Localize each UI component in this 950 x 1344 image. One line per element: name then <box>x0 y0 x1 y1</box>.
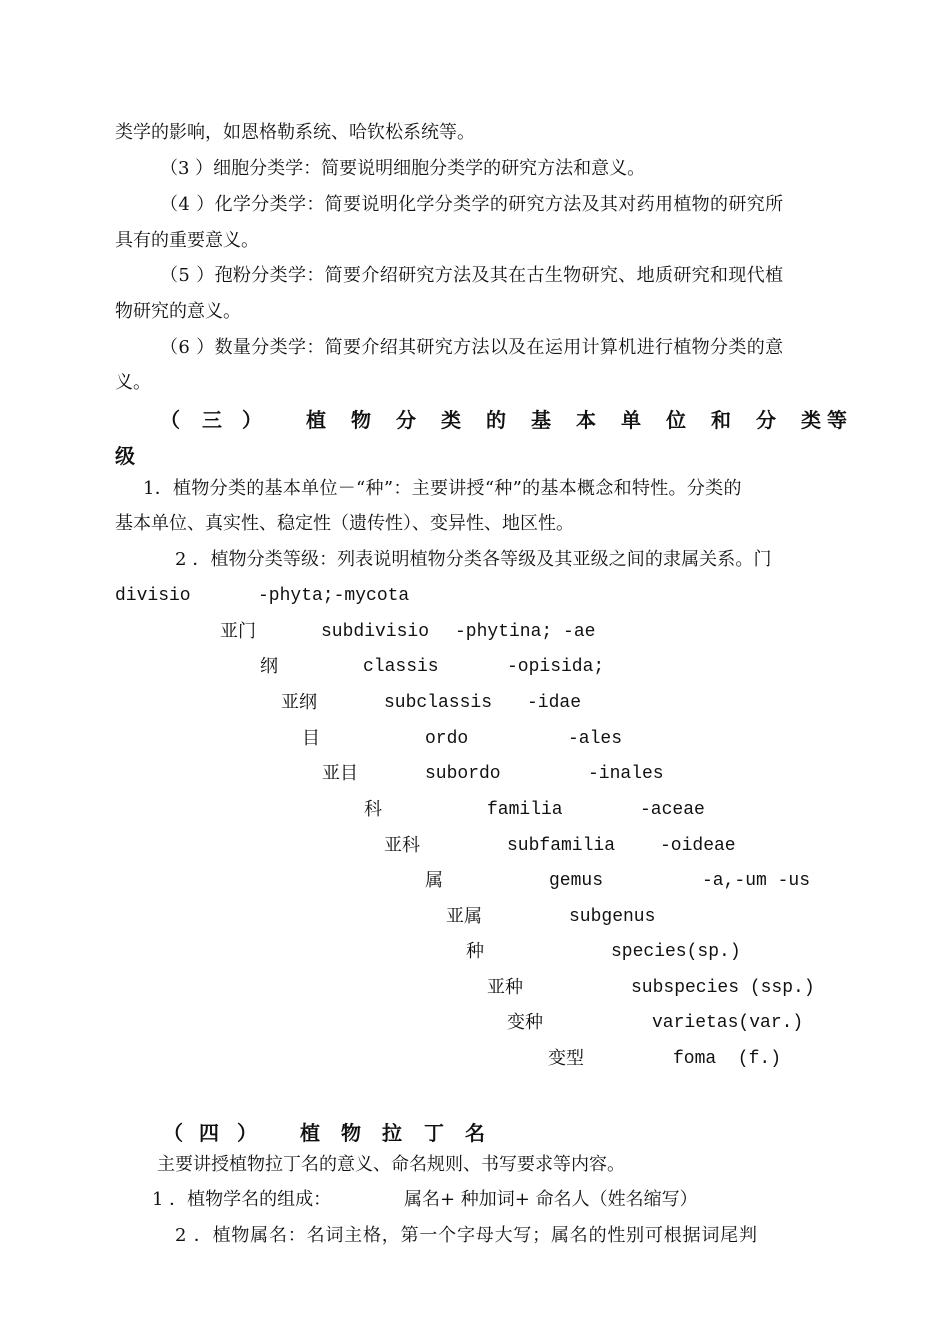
heading-char: （ <box>160 408 180 432</box>
rank-latin: varietas(var.) <box>652 1013 804 1033</box>
heading-char: 名 <box>465 1121 485 1145</box>
heading-char: 类 <box>801 408 821 432</box>
heading-char: 本 <box>576 408 596 432</box>
rank-cn: 变型 <box>548 1048 584 1069</box>
heading-char: 单 <box>621 408 641 432</box>
rank-cn: 亚科 <box>384 835 420 856</box>
item-1-line-2: 基本单位、真实性、稳定性（遗传性）、变异性、地区性。 <box>115 513 574 534</box>
heading-char: 分 <box>396 408 416 432</box>
heading-char: （ <box>163 1121 183 1145</box>
section-heading-3-tail: 级 <box>115 444 135 468</box>
rank-suffix: -opisida; <box>507 657 605 677</box>
heading-char: 拉 <box>382 1121 402 1145</box>
heading-char: 四 <box>199 1121 219 1145</box>
paragraph-line: 义。 <box>115 372 151 393</box>
rank-cn: 科 <box>364 799 382 820</box>
heading-char: 植 <box>306 408 326 432</box>
rank-suffix: -phytina; -ae <box>455 622 596 642</box>
item-2-line-1: 2 ．植物分类等级：列表说明植物分类各等级及其亚级之间的隶属关系。门 <box>175 549 772 570</box>
rank-latin: subspecies (ssp.) <box>631 978 815 998</box>
section-4-intro: 主要讲授植物拉丁名的意义、命名规则、书写要求等内容。 <box>157 1154 625 1175</box>
rank-suffix: -idae <box>527 693 582 713</box>
paragraph-line: 类学的影响，如恩格勒系统、哈钦松系统等。 <box>115 122 475 143</box>
rank-cn: 亚门 <box>220 621 256 642</box>
rank-cn: 目 <box>302 728 320 749</box>
heading-char: 丁 <box>424 1121 444 1145</box>
heading-char: 和 <box>711 408 731 432</box>
heading-char: 三 <box>202 408 222 432</box>
rank-cn: 纲 <box>260 656 278 677</box>
rank-latin: subgenus <box>569 907 656 927</box>
item-1-value: 属名+ 种加词+ 命名人（姓名缩写） <box>404 1189 698 1210</box>
heading-char: 类 <box>441 408 461 432</box>
heading-char: 物 <box>351 408 371 432</box>
rank-cn: 亚属 <box>446 906 482 927</box>
paragraph-line: （4 ）化学分类学：简要说明化学分类学的研究方法及其对药用植物的研究所 <box>160 194 784 215</box>
rank-suffix: -phyta;-mycota <box>258 586 410 606</box>
paragraph-line: 具有的重要意义。 <box>115 230 259 251</box>
rank-latin: ordo <box>425 729 469 749</box>
rank-latin: subfamilia <box>507 836 616 856</box>
rank-cn: 亚种 <box>487 977 523 998</box>
heading-char: 的 <box>486 408 506 432</box>
heading-char: 等 <box>827 408 847 432</box>
item-2: 2 ．植物属名：名词主格，第一个字母大写；属名的性别可根据词尾判 <box>175 1225 758 1246</box>
rank-cn: 亚纲 <box>281 692 317 713</box>
rank-latin: familia <box>487 800 563 820</box>
rank-suffix: -inales <box>588 764 664 784</box>
rank-latin: divisio <box>115 586 191 606</box>
paragraph-line: （6 ）数量分类学：简要介绍其研究方法以及在运用计算机进行植物分类的意 <box>160 337 784 358</box>
paragraph-line: （5 ）孢粉分类学：简要介绍研究方法及其在古生物研究、地质研究和现代植 <box>160 265 784 286</box>
rank-suffix: -a,-um -us <box>702 871 811 891</box>
rank-latin: subclassis <box>384 693 493 713</box>
item-1-line-1: 1．植物分类的基本单位－“种”：主要讲授“种”的基本概念和特性。分类的 <box>143 478 742 499</box>
heading-char: 分 <box>756 408 776 432</box>
rank-latin: classis <box>363 657 439 677</box>
rank-latin: foma (f.) <box>673 1049 782 1069</box>
rank-cn: 属 <box>425 870 443 891</box>
item-1-label: 1 ．植物学名的组成： <box>152 1189 332 1210</box>
rank-latin: species(sp.) <box>611 942 741 962</box>
heading-char: ） <box>237 1121 257 1145</box>
heading-char: 物 <box>341 1121 361 1145</box>
rank-latin: gemus <box>549 871 604 891</box>
rank-suffix: -aceae <box>640 800 705 820</box>
heading-char: 植 <box>300 1121 320 1145</box>
rank-suffix: -ales <box>568 729 623 749</box>
heading-char: 基 <box>531 408 551 432</box>
paragraph-line: （3 ）细胞分类学：简要说明细胞分类学的研究方法和意义。 <box>160 158 646 179</box>
rank-cn: 亚目 <box>322 763 358 784</box>
rank-cn: 变种 <box>507 1012 543 1033</box>
rank-suffix: -oideae <box>660 836 736 856</box>
rank-cn: 种 <box>466 941 484 962</box>
rank-latin: subdivisio <box>321 622 430 642</box>
heading-char: ） <box>242 408 262 432</box>
heading-char: 位 <box>666 408 686 432</box>
rank-latin: subordo <box>425 764 501 784</box>
paragraph-line: 物研究的意义。 <box>115 301 241 322</box>
